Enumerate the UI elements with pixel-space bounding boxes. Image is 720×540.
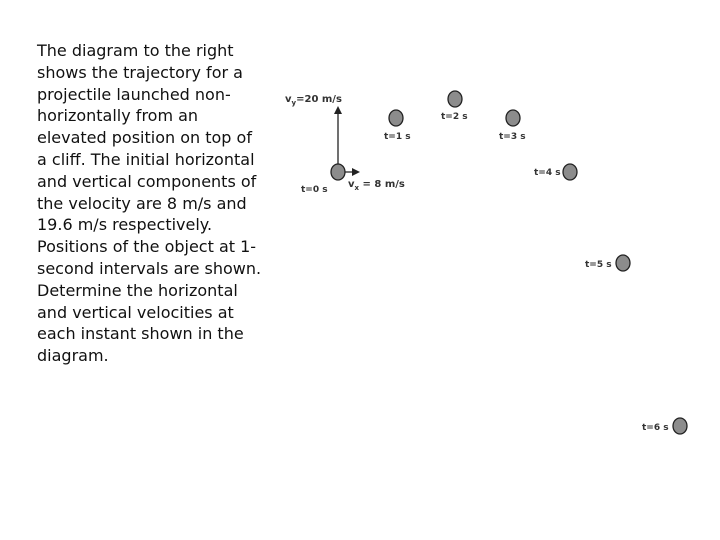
position-t4: [534, 164, 577, 180]
position-t3: [499, 110, 526, 142]
time-label: t=6 s: [642, 423, 669, 433]
projectile-ball: [506, 110, 520, 126]
time-label: t=0 s: [301, 185, 328, 195]
time-label: t=3 s: [499, 132, 526, 142]
position-t6: [642, 418, 687, 434]
problem-statement: The diagram to the right shows the trajectory for a projectile launched non- horizontally from an elevated position on top of a cliff. The initial horizontal and vertical components of the velocity are 8 m/s and 19.6 m/s respectively. Positions of the object at 1- second intervals are shown. Determine the horizontal and vertical velocities at each instant shown in the diagram.: [37, 41, 262, 366]
position-t1: [384, 110, 411, 142]
time-label: t=5 s: [585, 260, 612, 270]
projectile-ball: [673, 418, 687, 434]
horizontal-velocity-label: $v_x = 8$ m/s: [348, 179, 405, 192]
projectile-ball: [616, 255, 630, 271]
time-label: t=4 s: [534, 168, 561, 178]
projectile-ball: [331, 164, 345, 180]
projectile-ball: [448, 91, 462, 107]
projectile-ball: [389, 110, 403, 126]
vertical-velocity-label: $v_y=20$ m/s: [285, 94, 342, 107]
position-t5: [585, 255, 630, 271]
time-label: t=2 s: [441, 112, 468, 122]
projectile-ball: [563, 164, 577, 180]
position-t0: [301, 164, 345, 195]
time-label: t=1 s: [384, 132, 411, 142]
position-t2: [441, 91, 468, 122]
